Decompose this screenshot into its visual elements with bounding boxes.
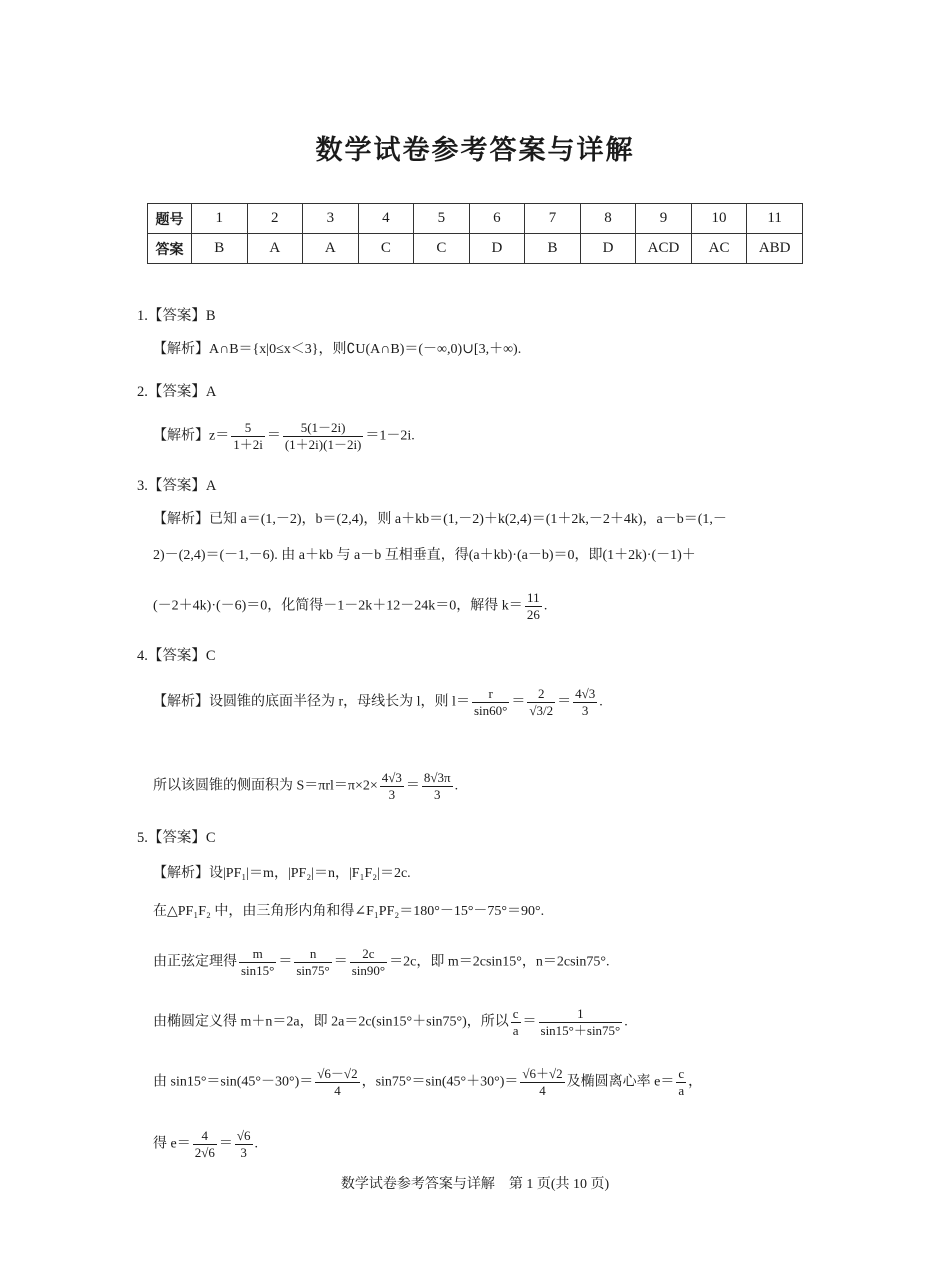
fraction-denominator: sin15°＋sin75° [540,1023,621,1038]
question-number: 9 [636,204,692,234]
answer-cell: A [303,234,359,264]
q5-explanation-line-4: 由椭圆定义得 m＋n＝2a，即 2a＝2c(sin15°＋sin75°)，所以 $\frac{c}{a}$ ＝ $\frac{1}{\sin 15^\circ+\sin 75^\circ}$ . [153,1006,628,1038]
q5-line6-suffix: . [254,1136,258,1152]
q4-fraction-4 [380,770,404,803]
q4-fraction-2 [527,686,555,719]
q4-fraction-5 [422,770,453,803]
q5-line5-b: ，sin75°＝sin(45°＋30°)＝ [361,1074,519,1090]
q5-line6-prefix: 得 e＝ [153,1136,191,1152]
fraction-numerator: 4√3 [381,770,402,785]
fraction-denominator: sin90° [351,963,386,978]
fraction-denominator: a [512,1023,519,1038]
answer-cell: A [247,234,303,264]
fraction-numerator: 11 [525,590,542,607]
fraction-denominator: sin60° [473,703,508,718]
fraction-denominator: a [678,1083,685,1098]
fraction-numerator: 5 [231,420,265,437]
page-footer: 数学试卷参考答案与详解 第 1 页(共 10 页) [340,1177,610,1192]
fraction-numerator: √6＋√2 [522,1066,563,1081]
q2-answer-header: 2.【答案】A [137,384,217,400]
answer-cell: ABD [747,234,803,264]
q5-l4-fraction-1 [511,1006,521,1039]
fraction-denominator: 3 [434,787,441,802]
fraction-numerator: c [512,1006,519,1021]
q5-line4-suffix: . [624,1014,628,1030]
fraction-numerator: 8√3π [423,770,451,785]
q4-line2-suffix: . [454,778,459,794]
fraction-numerator: n [294,946,331,963]
fraction-denominator: 1＋2i [233,437,263,452]
question-number: 6 [469,204,525,234]
q5-line5-c: 及椭圆离心率 e＝ [566,1074,675,1090]
q4-line2-prefix: 所以该圆锥的侧面积为 S＝πrl＝π×2× [153,778,378,794]
q5-answer-header: 5.【答案】C [137,830,216,846]
answer-label: 答案 [148,234,192,264]
q4-answer-header: 4.【答案】C [137,648,216,664]
q4-fraction-3 [573,686,597,719]
q4-explanation-line-2: 所以该圆锥的侧面积为 S＝πrl＝π×2× $\frac{4√3}{3}$ ＝ $\frac{8√3\pi}{3}$ . [153,770,459,802]
q5-explanation-line-6: 得 e＝ $\frac{4}{2√6}$ ＝ $\frac{√6}{3}$ . [153,1128,258,1160]
answer-cell: D [469,234,525,264]
fraction-numerator: 4√3 [575,686,596,701]
q2-fraction-2 [283,420,364,453]
fraction-denominator: 3 [240,1145,247,1160]
fraction-numerator: √6－√2 [317,1066,358,1081]
q5-explanation-line-5 [153,1066,702,1099]
page-title: 数学试卷参考答案与详解 [315,135,635,166]
question-number: 2 [247,204,303,234]
question-number: 7 [525,204,581,234]
fraction-denominator: 3 [581,703,589,718]
q5-line5-a: 由 sin15°＝sin(45°－30°)＝ [153,1074,314,1090]
q5-l4-fraction-2 [539,1006,623,1039]
q3-explanation-line-1: 【解析】已知 a＝(1,－2)，b＝(2,4)，则 a＋kb＝(1,－2)＋k(2,4)＝(1＋2k,－2＋4k)，a－b＝(1,－ [153,512,727,527]
q5-l3-fraction-2 [294,946,331,979]
q3-line3-prefix: (－2＋4k)·(－6)＝0，化简得－1－2k＋12－24k＝0，解得 k＝ [153,598,523,614]
q3-fraction [525,590,542,623]
q2-equals: ＝ [266,428,281,444]
q5-explanation-line-3: 由正弦定理得 $\frac{m}{\sin 15^\circ}$ ＝ $\frac{n}{\sin 75^\circ}$ ＝ $\frac{2c}{\sin 90^\circ}$ ＝2c，即 m＝2csin15°，n＝2csin75°. [153,946,610,978]
answer-cell: C [358,234,414,264]
q3-line3-suffix: . [543,598,548,614]
q5-l6-fraction-2 [235,1128,253,1161]
q5-l3-fraction-3 [350,946,387,979]
q5-explanation-line-2: 在△PF₁F₂ 中，由三角形内角和得∠F₁PF₂＝180°－15°－75°＝90°. [153,904,545,919]
answer-table-header-row [148,204,803,234]
fraction-denominator: 2√6 [194,1145,215,1160]
fraction-denominator: sin75° [296,963,330,978]
answer-cell: B [192,234,248,264]
question-number: 11 [747,204,803,234]
q1-answer-header: 1.【答案】B [137,308,216,324]
q4-line1-prefix: 【解析】设圆锥的底面半径为 r，母线长为 l，则 l＝ [153,694,470,710]
question-number-label: 题号 [148,204,192,234]
q5-explanation-line-1: 【解析】设|PF₁|＝m，|PF₂|＝n，|F₁F₂|＝2c. [153,866,411,881]
q3-answer-header: 3.【答案】A [137,478,217,494]
question-number: 5 [414,204,470,234]
q3-explanation-line-2: 2)－(2,4)＝(－1,－6). 由 a＋kb 与 a－b 互相垂直，得(a＋kb)·(a－b)＝0，即(1＋2k)·(－1)＋ [153,548,696,563]
q4-line1-suffix: . [599,694,603,710]
fraction-denominator: 4 [334,1083,341,1098]
fraction-numerator: 5(1－2i) [283,420,364,437]
fraction-denominator: 26 [526,607,540,622]
fraction-numerator: c [678,1066,685,1081]
question-number: 4 [358,204,414,234]
q5-line3-suffix: ＝2c，即 m＝2csin15°，n＝2csin75°. [389,954,610,970]
answer-cell: AC [691,234,747,264]
q2-explanation [153,420,415,453]
question-number: 8 [580,204,636,234]
fraction-numerator: m [239,946,276,963]
fraction-numerator: 2c [350,946,387,963]
q5-line4-prefix: 由椭圆定义得 m＋n＝2a，即 2a＝2c(sin15°＋sin75°)，所以 [153,1014,509,1030]
fraction-numerator: r [472,686,509,703]
q2-prefix: 【解析】z＝ [153,428,230,444]
fraction-denominator: 3 [388,787,396,802]
q5-l5-fraction-2 [520,1066,564,1099]
fraction-denominator: sin15° [241,963,275,978]
question-number: 3 [303,204,359,234]
q5-line5-d: ， [688,1074,703,1090]
q5-l5-fraction-3 [676,1066,686,1099]
fraction-numerator: √6 [236,1128,251,1143]
fraction-numerator: 4 [193,1128,217,1145]
answer-cell: B [525,234,581,264]
q5-l5-fraction-1 [315,1066,359,1099]
fraction-numerator: 2 [527,686,555,703]
answer-cell: ACD [636,234,692,264]
question-number: 10 [691,204,747,234]
q5-l6-fraction-1 [193,1128,217,1161]
q1-explanation: 【解析】A∩B＝{x|0≤x＜3}，则∁U(A∩B)＝(－∞,0)∪[3,＋∞). [153,342,522,357]
q5-line3-prefix: 由正弦定理得 [153,954,237,970]
q4-explanation-line-1: 【解析】设圆锥的底面半径为 r，母线长为 l，则 l＝ $\frac{r}{\sin 60^\circ}$ ＝ $\frac{2}{√3/2}$ ＝ $\frac{4√3}{3}$ . [153,686,603,718]
q3-explanation-line-3 [153,590,547,623]
fraction-denominator: √3/2 [529,703,554,718]
answer-cell: D [580,234,636,264]
q2-fraction-1 [231,420,265,453]
answer-table [147,203,803,264]
fraction-denominator: (1＋2i)(1－2i) [284,437,362,452]
q2-suffix: ＝1－2i. [365,428,415,444]
q5-l3-fraction-1 [239,946,276,979]
question-number: 1 [192,204,248,234]
fraction-numerator: 1 [539,1006,623,1023]
fraction-denominator: 4 [539,1083,546,1098]
answer-cell: C [414,234,470,264]
answer-table-answer-row [148,234,803,264]
q4-fraction-1 [472,686,509,719]
